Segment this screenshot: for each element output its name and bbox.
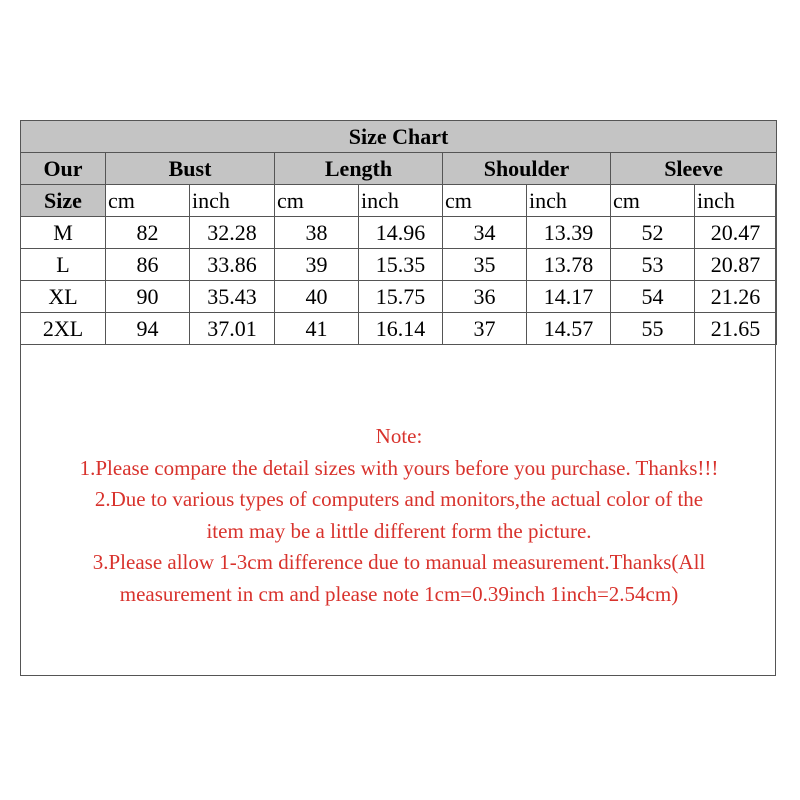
table-cell: 37 [443,313,527,345]
unit-sleeve-cm: cm [611,185,695,217]
table-cell: 54 [611,281,695,313]
table-cell: 15.35 [359,249,443,281]
unit-length-inch: inch [359,185,443,217]
table-cell: 34 [443,217,527,249]
table-cell: 36 [443,281,527,313]
unit-bust-cm: cm [106,185,190,217]
note-line-3: item may be a little different form the picture. [206,518,592,543]
unit-shoulder-cm: cm [443,185,527,217]
table-cell: 13.39 [527,217,611,249]
table-cell: 14.17 [527,281,611,313]
table-row [21,313,777,345]
note-line-4: 3.Please allow 1-3cm difference due to manual measurement.Thanks(All [92,550,706,574]
table-cell: 15.75 [359,281,443,313]
unit-length-cm: cm [275,185,359,217]
table-cell: 35 [443,249,527,281]
title-row [21,121,777,153]
table-cell: 32.28 [190,217,275,249]
size-table [20,120,777,345]
table-cell: 52 [611,217,695,249]
table-cell: 86 [106,249,190,281]
table-cell: 14.57 [527,313,611,345]
table-cell: 14.96 [359,217,443,249]
table-cell: 94 [106,313,190,345]
table-row [21,217,777,249]
size-chart [20,120,776,676]
note-heading: Note: [375,424,423,448]
table-cell: 20.47 [695,217,777,249]
unit-shoulder-inch: inch [527,185,611,217]
table-cell: 13.78 [527,249,611,281]
table-cell: 20.87 [695,249,777,281]
table-row [21,249,777,281]
note-line-2: 2.Due to various types of computers and monitors,the actual color of the [94,487,704,511]
table-cell: 55 [611,313,695,345]
shoulder-header: Shoulder [443,153,611,185]
sleeve-header: Sleeve [611,153,777,185]
unit-header-row [21,185,777,217]
table-cell: 16.14 [359,313,443,345]
table-cell: 39 [275,249,359,281]
table-cell: 82 [106,217,190,249]
note-block [21,421,777,610]
length-header: Length [275,153,443,185]
table-cell: 41 [275,313,359,345]
size-label: 2XL [21,313,106,345]
table-cell: 53 [611,249,695,281]
unit-sleeve-inch: inch [695,185,777,217]
table-cell: 21.65 [695,313,777,345]
our-size-header-bottom: Size [21,185,106,217]
group-header-row [21,153,777,185]
size-label: M [21,217,106,249]
size-label: L [21,249,106,281]
table-cell: 90 [106,281,190,313]
table-cell: 21.26 [695,281,777,313]
size-label: XL [21,281,106,313]
bust-header: Bust [106,153,275,185]
table-row [21,281,777,313]
table-cell: 33.86 [190,249,275,281]
table-cell: 40 [275,281,359,313]
our-size-header-top: Our [21,153,106,185]
table-cell: 38 [275,217,359,249]
chart-title: Size Chart [21,121,777,153]
table-cell: 37.01 [190,313,275,345]
note-line-5: measurement in cm and please note 1cm=0.39inch 1inch=2.54cm) [119,581,679,606]
note-line-1: 1.Please compare the detail sizes with yours before you purchase. Thanks!!! [79,455,719,480]
table-cell: 35.43 [190,281,275,313]
unit-bust-inch: inch [190,185,275,217]
